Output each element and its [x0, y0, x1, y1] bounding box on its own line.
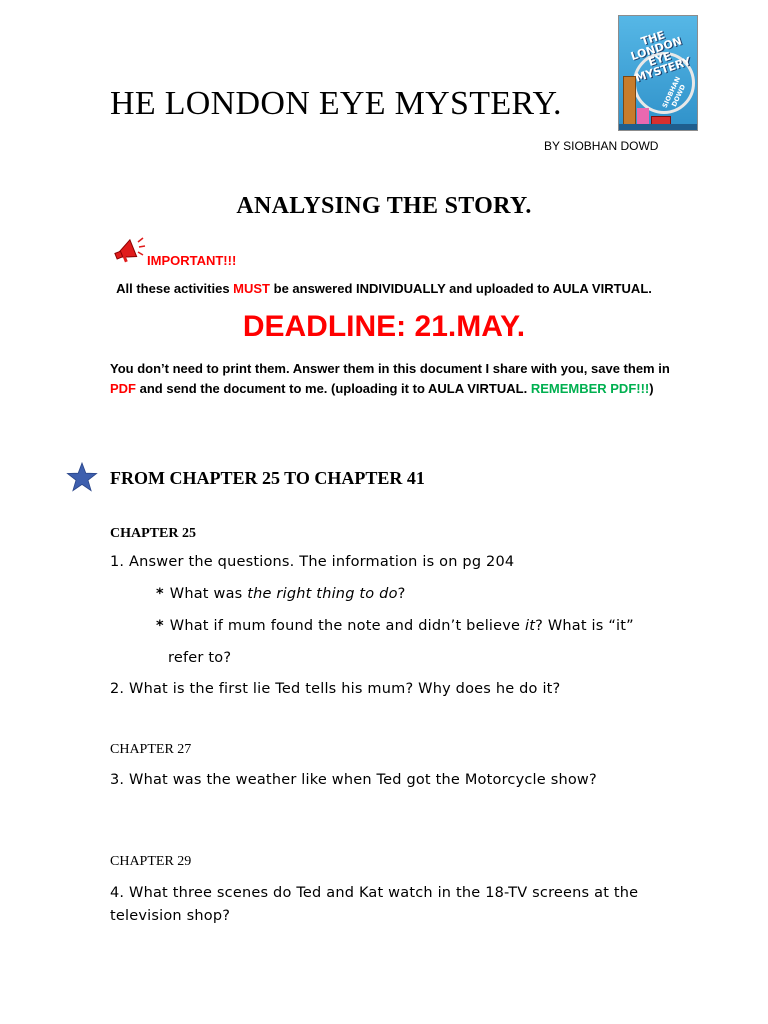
- cover-title: THE LONDON EYE MYSTERY: [629, 28, 693, 85]
- print-note-part2: and send the document to me. (uploading it to AULA VIRTUAL.: [136, 381, 531, 396]
- question-1b-continuation: refer to?: [168, 650, 232, 666]
- question-1b-pre: What if mum found the note and didn’t believe: [169, 618, 525, 634]
- question-1b-post: ? What is “it”: [535, 618, 634, 634]
- cover-figure: [637, 108, 649, 124]
- question-1: 1. Answer the questions. The information is on pg 204: [110, 554, 515, 570]
- question-1b-em: it: [524, 618, 536, 634]
- book-cover-image: [618, 15, 698, 131]
- print-note-part1: You don’t need to print them. Answer them in this document I share with you, save them in: [110, 361, 670, 376]
- instructions-must: MUST: [233, 281, 271, 296]
- cover-author: SIOBHAN DOWD: [660, 75, 688, 110]
- author-line: BY SIOBHAN DOWD: [544, 139, 659, 153]
- question-1a-em: the right thing to do: [247, 586, 398, 602]
- question-3: 3. What was the weather like when Ted got the Motorcycle show?: [110, 772, 597, 788]
- page-title: HE LONDON EYE MYSTERY.: [110, 85, 562, 122]
- bullet: *: [156, 618, 164, 634]
- chapter-25-label: CHAPTER 25: [110, 526, 196, 541]
- instructions-part2: be answered INDIVIDUALLY and uploaded to AULA VIRTUAL.: [270, 281, 652, 296]
- question-1a-pre: What was: [169, 586, 248, 602]
- bullet: *: [156, 586, 164, 602]
- print-note-pdf: PDF: [110, 381, 136, 396]
- question-1b: [156, 618, 634, 634]
- instructions-part1: All these activities: [116, 281, 234, 296]
- question-1a: [156, 586, 406, 602]
- print-note-remember: REMEMBER PDF!!!: [530, 381, 650, 396]
- chapter-29-label: CHAPTER 29: [110, 854, 192, 869]
- question-1a-post: ?: [397, 586, 406, 602]
- cover-ground: [619, 124, 697, 130]
- star-icon: [66, 462, 98, 494]
- print-note-part3: ): [649, 381, 654, 396]
- section-heading: ANALYSING THE STORY.: [236, 193, 532, 219]
- chapter-27-label: CHAPTER 27: [110, 742, 192, 757]
- important-label: IMPORTANT!!!: [147, 253, 237, 268]
- instructions-text: [0, 281, 768, 296]
- question-4: 4. What three scenes do Ted and Kat watch in the 18-TV screens at the television shop?: [110, 885, 639, 924]
- chapters-range-heading: FROM CHAPTER 25 TO CHAPTER 41: [110, 468, 425, 488]
- deadline-text: DEADLINE: 21.MAY.: [242, 310, 526, 343]
- megaphone-icon: [112, 236, 146, 266]
- print-note: [110, 359, 670, 399]
- question-2: 2. What is the first lie Ted tells his mum? Why does he do it?: [110, 681, 561, 697]
